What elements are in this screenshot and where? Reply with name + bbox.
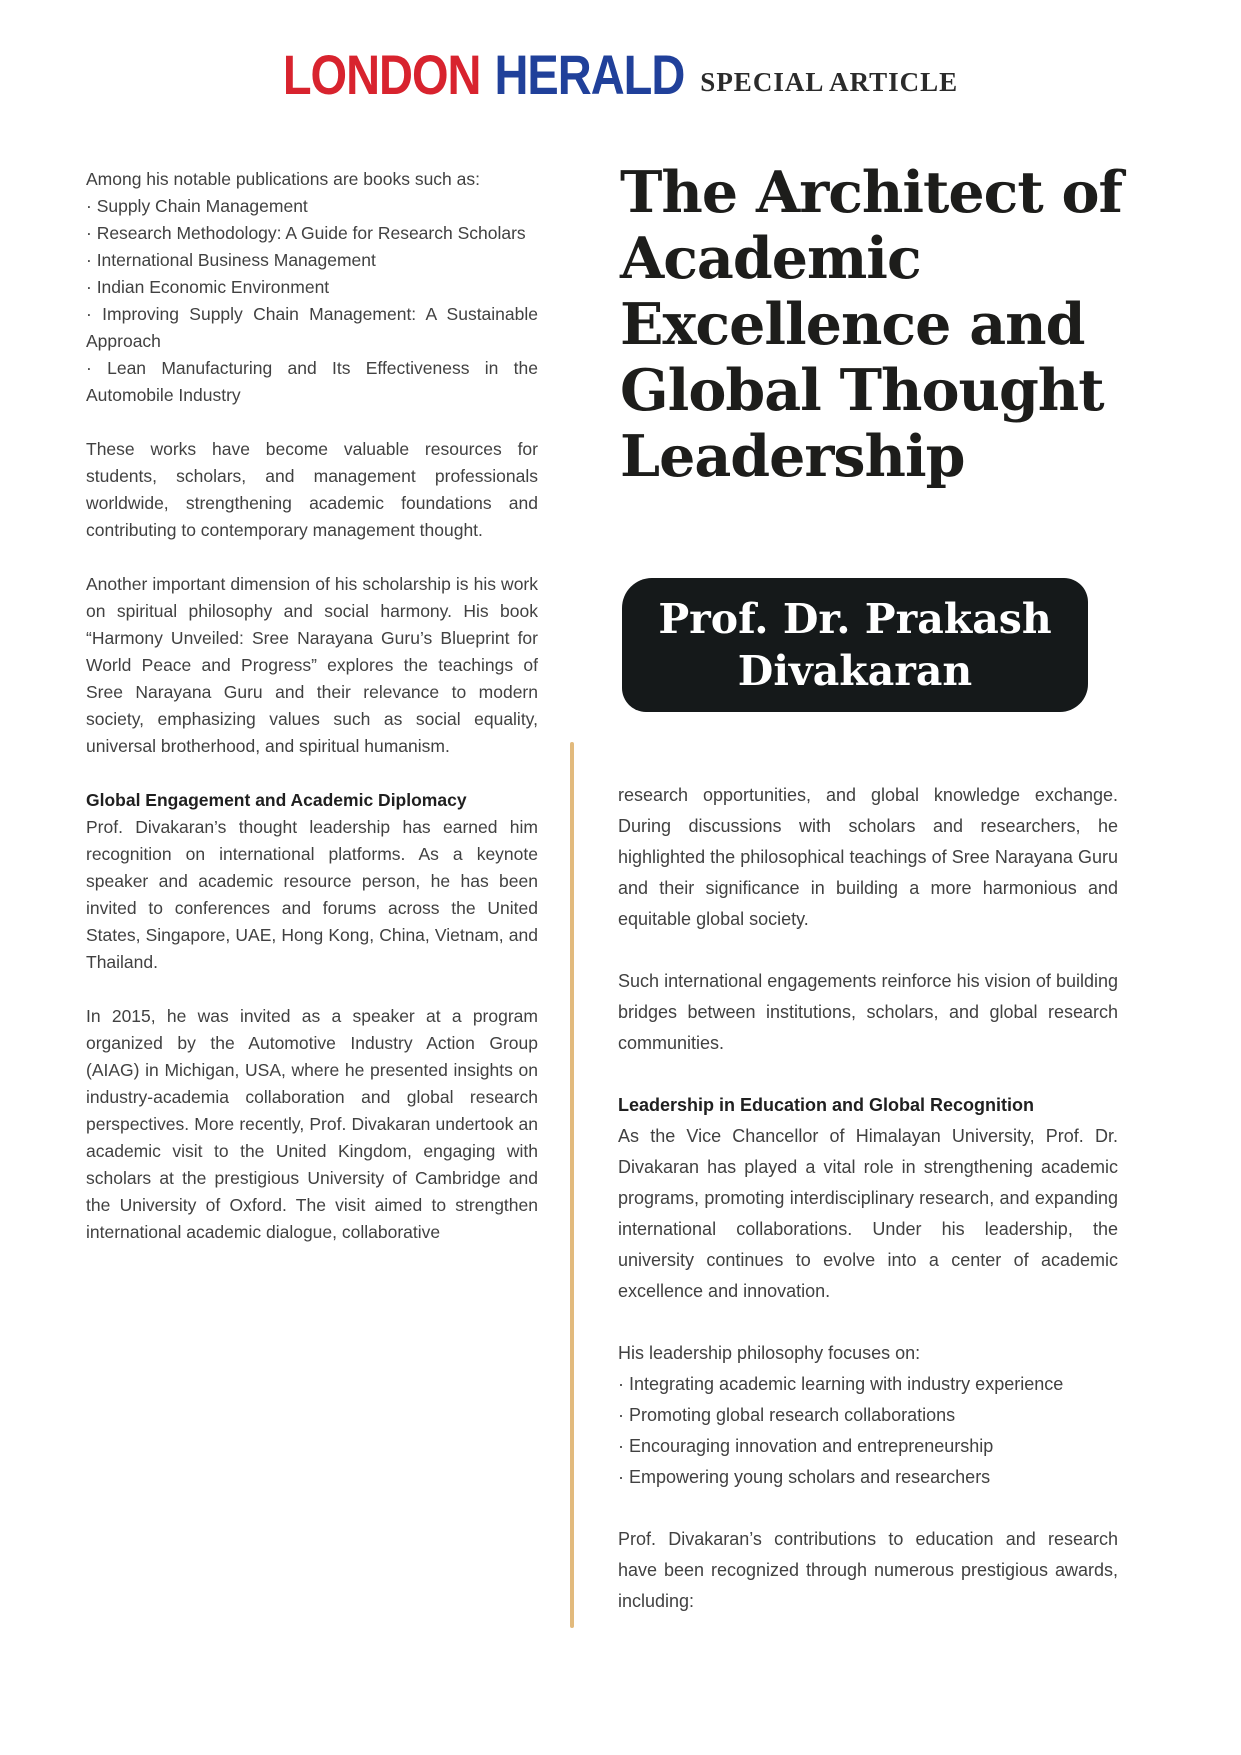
philosophy-paragraph: His leadership philosophy focuses on:: [618, 1343, 921, 1363]
spiritual-paragraph: Another important dimension of his scholarship is his work on spiritual philosophy and social harmony. His book “Harmony Unveiled: Sree Narayana Guru’s Blueprint for World Peace and Progress” explores the teachings of Sree Narayana Guru and their relevance to modern society, emphasizing values such as social equality, universal brotherhood, and spiritual humanism.: [86, 574, 538, 756]
vice-chancellor-paragraph: As the Vice Chancellor of Himalayan University, Prof. Dr. Divakaran has played a vital role in strengthening academic programs, promoting interdisciplinary research, and expanding international collaborations. Under his leadership, the university continues to evolve into a center of academic excellence and innovation.: [618, 1126, 1118, 1301]
right-column: [618, 780, 1118, 1617]
article-headline: [620, 160, 1135, 490]
publication-item: · Lean Manufacturing and Its Effectiveness in the Automobile Industry: [86, 358, 538, 405]
brand-word-london: LONDON: [282, 43, 481, 106]
works-paragraph: These works have become valuable resources for students, scholars, and management professionals worldwide, strengthening academic foundations and contributing to contemporary management thought.: [86, 439, 538, 540]
author-name-badge: Prof. Dr. Prakash Divakaran: [622, 578, 1088, 712]
engagements-paragraph: Such international engagements reinforce his vision of building bridges between institutions, scholars, and global research communities.: [618, 971, 1118, 1053]
headline-line: Global Thought: [620, 357, 1104, 424]
left-column: [86, 166, 538, 1246]
research-paragraph: research opportunities, and global knowledge exchange. During discussions with scholars and researchers, he highlighted the philosophical teachings of Sree Narayana Guru and their significance in building a more harmonious and equitable global society.: [618, 785, 1118, 929]
awards-paragraph: Prof. Divakaran’s contributions to education and research have been recognized through numerous prestigious awards, including:: [618, 1529, 1118, 1611]
publication-item: · Research Methodology: A Guide for Research Scholars: [86, 223, 526, 243]
publication-item: · Indian Economic Environment: [86, 277, 330, 297]
brand-logo: [282, 43, 685, 107]
headline-line: Academic: [620, 225, 921, 292]
philosophy-point: · Encouraging innovation and entrepreneurship: [618, 1436, 994, 1456]
year-2015-paragraph: In 2015, he was invited as a speaker at a program organized by the Automotive Industry Action Group (AIAG) in Michigan, USA, where he presented insights on industry-academia collaboration and global research perspectives. More recently, Prof. Divakaran undertook an academic visit to the United Kingdom, engaging with scholars at the prestigious University of Cambridge and the University of Oxford. The visit aimed to strengthen international academic dialogue, collaborative: [86, 1006, 538, 1242]
philosophy-point: · Empowering young scholars and researchers: [618, 1467, 991, 1487]
publication-item: · Improving Supply Chain Management: A Sustainable Approach: [86, 304, 538, 351]
publication-item: · International Business Management: [86, 250, 376, 270]
philosophy-point: · Integrating academic learning with industry experience: [618, 1374, 1064, 1394]
headline-line: Leadership: [620, 423, 965, 490]
masthead: [0, 43, 1241, 107]
brand-word-herald: HERALD: [494, 43, 685, 106]
column-divider: [570, 742, 574, 1628]
philosophy-point: · Promoting global research collaborations: [618, 1405, 956, 1425]
intro-paragraph: Among his notable publications are books such as:: [86, 169, 480, 189]
special-article-tagline: SPECIAL ARTICLE: [700, 67, 959, 97]
platforms-paragraph: Prof. Divakaran’s thought leadership has earned him recognition on international platforms. As a keynote speaker and academic resource person, he has been invited to conferences and forums across the United States, Singapore, UAE, Hong Kong, China, Vietnam, and Thailand.: [86, 817, 538, 972]
leadership-heading: Leadership in Education and Global Recognition: [618, 1095, 1035, 1115]
global-engagement-heading: Global Engagement and Academic Diplomacy: [86, 790, 467, 810]
headline-line: The Architect of: [620, 159, 1123, 226]
headline-line: Excellence and: [620, 291, 1085, 358]
publication-item: · Supply Chain Management: [86, 196, 308, 216]
